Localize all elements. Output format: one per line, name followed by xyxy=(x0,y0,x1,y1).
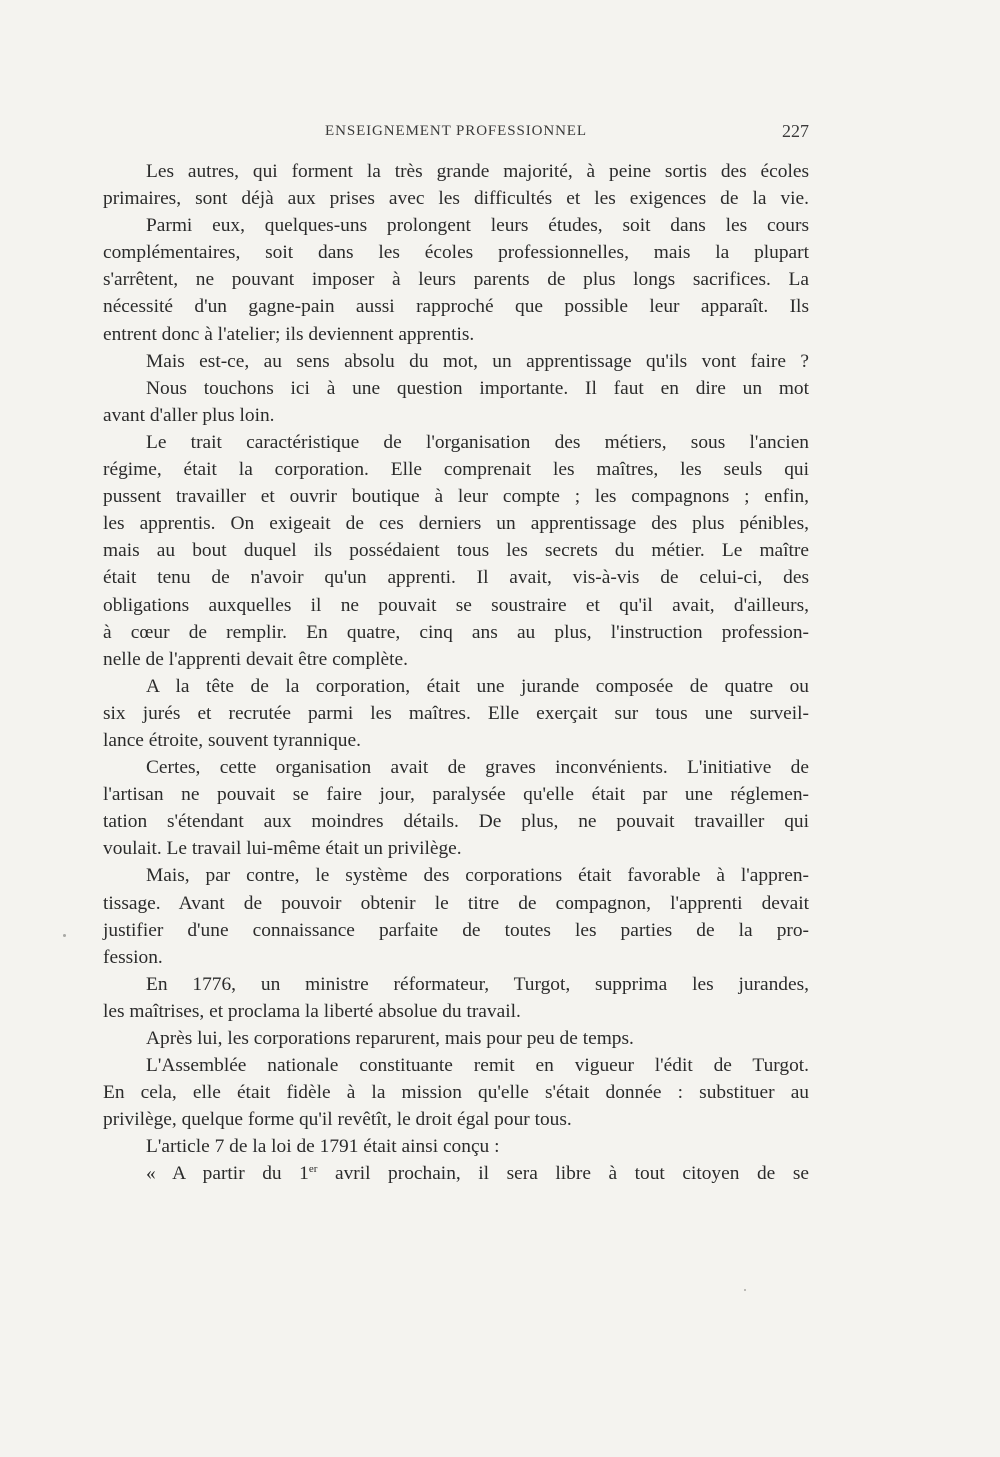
text-line: fession. xyxy=(103,946,163,968)
text-line: Le trait caractéristique de l'organisation des métiers, sous l'ancien xyxy=(146,431,809,453)
body-text xyxy=(103,158,809,1188)
text-line: six jurés et recrutée parmi les maîtres. Elle exerçait sur tous une surveil- xyxy=(103,702,809,724)
text-line: Après lui, les corporations reparurent, mais pour peu de temps. xyxy=(146,1028,634,1049)
text-line: L'Assemblée nationale constituante remit en vigueur l'édit de Turgot. xyxy=(146,1055,809,1077)
text-line: l'artisan ne pouvait se faire jour, paralysée qu'elle était par une réglemen- xyxy=(103,784,809,806)
text-line: justifier d'une connaissance parfaite de toutes les parties de la pro- xyxy=(103,919,809,941)
text-line: s'arrêtent, ne pouvant imposer à leurs parents de plus longs sacrifices. La xyxy=(103,269,809,291)
text-line: tissage. Avant de pouvoir obtenir le titre de compagnon, l'apprenti devait xyxy=(103,892,809,914)
text-line: A la tête de la corporation, était une jurande composée de quatre ou xyxy=(146,675,809,697)
final-line-start: « A partir du 1 xyxy=(146,1163,309,1185)
text-line: pussent travailler et ouvrir boutique à leur compte ; les compagnons ; enfin, xyxy=(103,486,809,508)
paper-speck xyxy=(63,934,66,937)
text-line: Certes, cette organisation avait de graves inconvénients. L'initiative de xyxy=(146,757,809,779)
text-line: avant d'aller plus loin. xyxy=(103,404,275,426)
text-line: privilège, quelque forme qu'il revêtît, le droit égal pour tous. xyxy=(103,1109,572,1131)
ordinal-superscript: er xyxy=(308,1163,318,1176)
text-line: primaires, sont déjà aux prises avec les difficultés et les exigences de la vie. xyxy=(103,188,809,210)
text-line: L'article 7 de la loi de 1791 était ainsi conçu : xyxy=(146,1136,500,1158)
page-number: 227 xyxy=(782,121,809,141)
text-line: Nous touchons ici à une question importante. Il faut en dire un mot xyxy=(146,377,809,399)
text-line: Parmi eux, quelques-uns prolongent leurs études, soit dans les cours xyxy=(146,215,809,237)
text-line: nécessité d'un gagne-pain aussi rapproché que possible leur apparaît. Ils xyxy=(103,296,809,318)
text-line: tation s'étendant aux moindres détails. De plus, ne pouvait travailler qui xyxy=(103,811,809,833)
running-title: ENSEIGNEMENT PROFESSIONNEL xyxy=(325,123,587,139)
text-line: régime, était la corporation. Elle comprenait les maîtres, les seuls qui xyxy=(103,459,809,481)
text-line xyxy=(103,1160,809,1187)
final-line-end: avril prochain, il sera libre à tout citoyen de se xyxy=(317,1163,809,1185)
text-line: était tenu de n'avoir qu'un apprenti. Il avait, vis-à-vis de celui-ci, des xyxy=(103,567,809,589)
text-line: à cœur de remplir. En quatre, cinq ans au plus, l'instruction profession- xyxy=(103,621,809,643)
text-line: En 1776, un ministre réformateur, Turgot, supprima les jurandes, xyxy=(146,973,809,995)
text-line: mais au bout duquel ils possédaient tous les secrets du métier. Le maître xyxy=(103,540,809,562)
text-line: complémentaires, soit dans les écoles professionnelles, mais la plupart xyxy=(103,242,809,264)
text-line: nelle de l'apprenti devait être complète. xyxy=(103,648,408,670)
text-line: les apprentis. On exigeait de ces derniers un apprentissage des plus pénibles, xyxy=(103,513,809,535)
text-line: Mais, par contre, le système des corporations était favorable à l'appren- xyxy=(146,865,809,887)
text-line: Mais est-ce, au sens absolu du mot, un apprentissage qu'ils vont faire ? xyxy=(146,350,809,372)
text-line: les maîtrises, et proclama la liberté absolue du travail. xyxy=(103,1000,521,1022)
text-line: entrent donc à l'atelier; ils deviennent apprentis. xyxy=(103,323,475,345)
text-line: obligations auxquelles il ne pouvait se soustraire et qu'il avait, d'ailleurs, xyxy=(103,594,809,616)
running-head xyxy=(103,121,809,145)
text-line: Les autres, qui forment la très grande majorité, à peine sortis des écoles xyxy=(146,161,809,182)
paper-speck xyxy=(744,1289,746,1291)
text-line: voulait. Le travail lui-même était un privilège. xyxy=(103,838,462,860)
text-line: En cela, elle était fidèle à la mission qu'elle s'était donnée : substituer au xyxy=(103,1082,809,1104)
text-line: lance étroite, souvent tyrannique. xyxy=(103,729,361,751)
